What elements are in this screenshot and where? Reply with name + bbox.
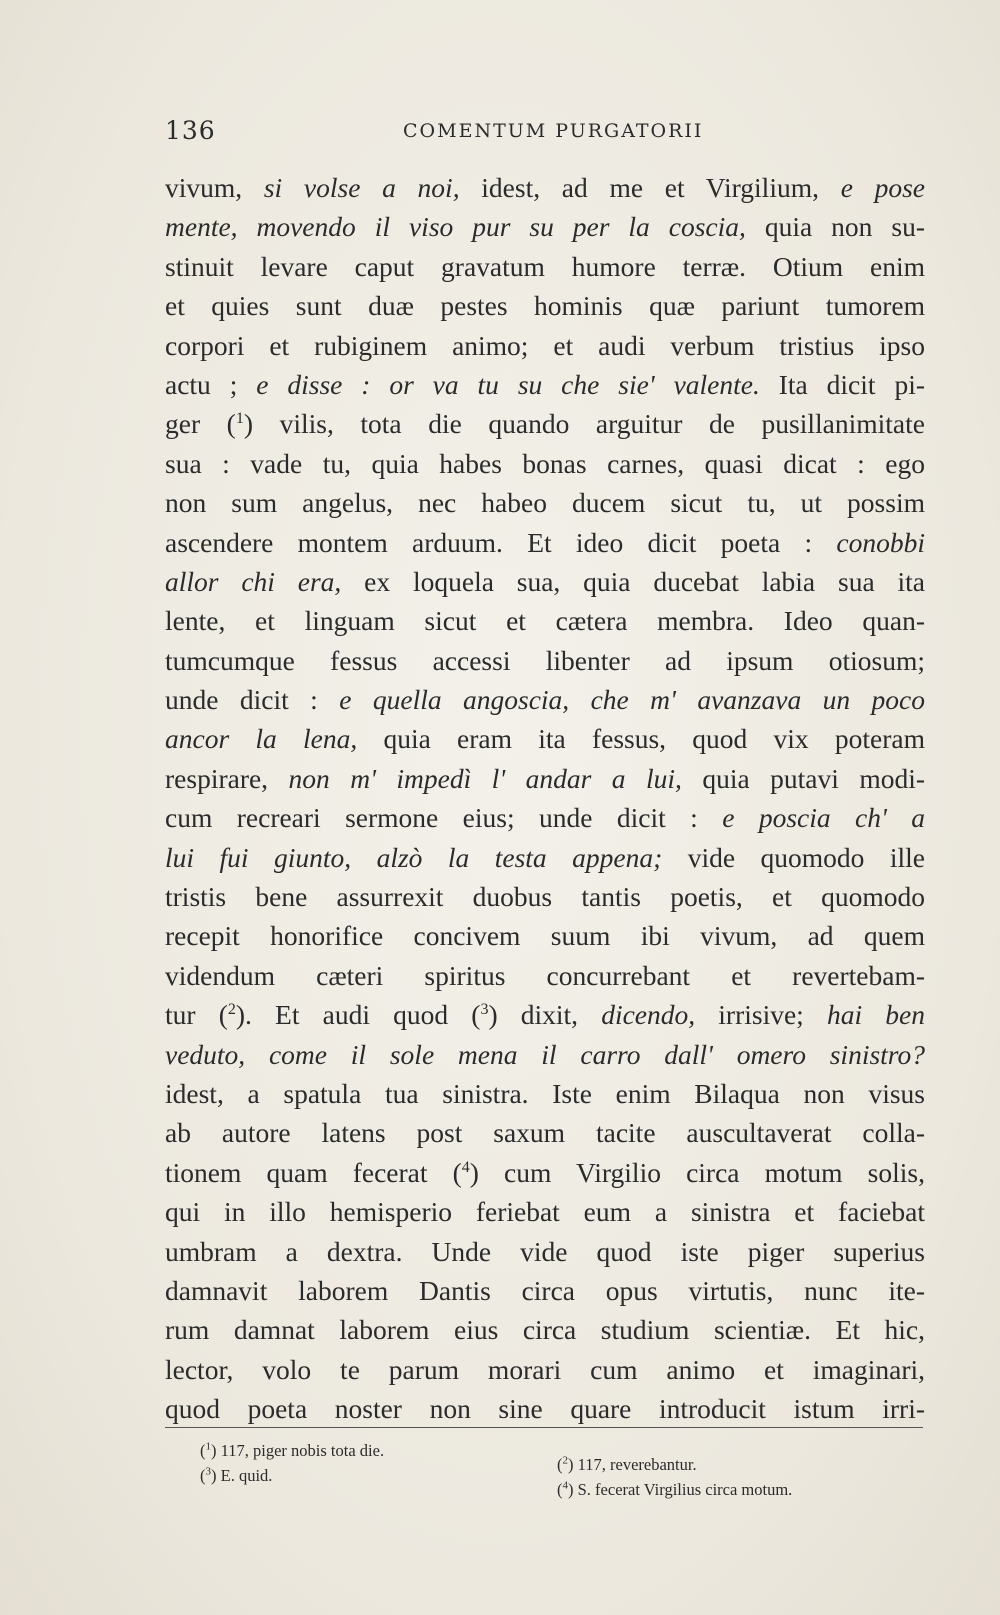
- text-line: [165, 877, 925, 916]
- text-line: [165, 1232, 925, 1271]
- text-segment: damnavit laborem Dantis circa opus virtutis, nunc ite-: [165, 1274, 925, 1306]
- text-line: [165, 562, 925, 601]
- text-segment: ab autore latens post saxum tacite auscultaverat colla-: [165, 1117, 925, 1149]
- text-segment: videndum cæteri spiritus concurrebant et revertebam-: [165, 959, 925, 991]
- text-segment: recepit honorifice concivem suum ibi vivum, ad quem: [165, 920, 925, 952]
- text-line: [165, 1113, 925, 1152]
- footnote: ($^2$) 117, reverebantur.: [557, 1454, 697, 1474]
- text-segment: e poscia ch' a: [722, 802, 926, 834]
- footnote-text: ) 117, reverebantur.: [568, 1455, 697, 1474]
- text-segment: et quies sunt duæ pestes hominis quæ pariunt tumorem: [165, 290, 925, 322]
- text-segment: cum recreari sermone eius; unde dicit :: [165, 802, 723, 834]
- text-segment: tumcumque fessus accessi libenter ad ipsum otiosum;: [165, 644, 925, 676]
- text-segment: quia non su-: [745, 211, 925, 243]
- text-line: [165, 1350, 925, 1389]
- text-line: [165, 838, 925, 877]
- text-segment: vide quomodo ille: [662, 841, 925, 873]
- text-segment: hai ben: [826, 999, 925, 1031]
- text-line: [165, 916, 925, 955]
- text-segment: ancor la lena,: [165, 723, 358, 755]
- text-line: [165, 365, 925, 404]
- text-segment: non sum angelus, nec habeo ducem sicut tu, ut possim: [165, 487, 925, 519]
- text-segment: quia eram ita fessus, quod vix poteram: [357, 723, 925, 755]
- text-segment: unde dicit :: [165, 684, 340, 716]
- text-line: [165, 798, 925, 837]
- running-title: COMENTUM PURGATORII: [403, 120, 704, 142]
- footnote-ref: 2: [227, 1001, 236, 1019]
- text-line: [165, 1192, 925, 1231]
- text-segment: dicendo,: [601, 999, 696, 1031]
- text-line: [165, 1271, 925, 1310]
- footnote-text: ) S. fecerat Virgilius circa motum.: [568, 1480, 793, 1499]
- text-line: [165, 168, 925, 207]
- text-segment: e pose: [840, 172, 925, 203]
- text-segment: ascendere montem arduum. Et ideo dicit poeta :: [165, 526, 837, 558]
- text-segment: umbram a dextra. Unde vide quod iste piger superius: [165, 1235, 925, 1267]
- text-segment: ) vilis, tota die quando arguitur de pusillanimitate: [243, 408, 925, 440]
- text-segment: corpori et rubiginem animo; et audi verbum tristius ipso: [165, 329, 925, 361]
- text-segment: allor chi era,: [165, 565, 342, 597]
- text-line: [165, 286, 925, 325]
- text-segment: ) dixit,: [488, 999, 602, 1031]
- text-segment: quia putavi modi-: [681, 762, 926, 794]
- footnote-divider: [165, 1427, 923, 1428]
- text-line: [165, 247, 925, 286]
- text-line: [165, 1153, 925, 1192]
- text-line: [165, 601, 925, 640]
- text-line: [165, 641, 925, 680]
- footnote-text: ) 117, piger nobis tota die.: [211, 1441, 385, 1460]
- footnote-mark: 3: [205, 1465, 211, 1478]
- footnote-mark: 1: [205, 1440, 211, 1453]
- footnotes-left-column: [200, 1438, 530, 1488]
- footnote-text: ) E. quid.: [211, 1466, 273, 1485]
- footnotes-right-column: [557, 1452, 937, 1502]
- text-line: [165, 326, 925, 365]
- text-segment: vivum,: [165, 172, 264, 203]
- text-segment: qui in illo hemisperio feriebat eum a sinistra et faciebat: [165, 1196, 925, 1228]
- text-segment: quod poeta noster non sine quare introducit istum irri-: [165, 1393, 925, 1425]
- text-segment: idest, ad me et Virgilium,: [459, 172, 841, 203]
- text-segment: rum damnat laborem eius circa studium scientiæ. Et hic,: [165, 1314, 925, 1346]
- text-line: [165, 1035, 925, 1074]
- text-segment: lui fui giunto, alzò la testa appena;: [165, 841, 663, 873]
- page-header: [165, 116, 925, 152]
- text-line: [165, 956, 925, 995]
- text-segment: si volse a noi,: [263, 172, 460, 203]
- text-line: [165, 404, 925, 443]
- text-segment: veduto, come il sole mena il carro dall' omero sinistro?: [165, 1038, 925, 1070]
- text-segment: tristis bene assurrexit duobus tantis poetis, et quomodo: [165, 881, 925, 913]
- text-segment: stinuit levare caput gravatum humore terræ. Otium enim: [165, 250, 925, 282]
- page-number: 136: [165, 116, 216, 145]
- text-segment: irrisive;: [695, 999, 827, 1031]
- text-segment: lente, et linguam sicut et cætera membra. Ideo quan-: [165, 605, 925, 637]
- text-segment: idest, a spatula tua sinistra. Iste enim Bilaqua non visus: [165, 1077, 925, 1109]
- text-segment: lector, volo te parum morari cum animo et imaginari,: [165, 1353, 925, 1385]
- text-segment: conobbi: [836, 526, 925, 558]
- footnote: ($^4$) S. fecerat Virgilius circa motum.: [557, 1479, 793, 1499]
- text-segment: Ita dicit pi-: [759, 368, 925, 400]
- text-line: [165, 719, 925, 758]
- text-segment: e disse : or va tu su che sie' valente.: [256, 368, 760, 400]
- text-line: [165, 680, 925, 719]
- footnote-ref: 4: [461, 1158, 470, 1176]
- text-segment: non m' impedì l' andar a lui,: [288, 762, 682, 794]
- text-line: [165, 1074, 925, 1113]
- text-segment: ). Et audi quod (: [235, 999, 481, 1031]
- footnote-mark: 4: [562, 1479, 568, 1492]
- text-segment: tionem quam fecerat (: [165, 1156, 462, 1188]
- text-segment: mente, movendo il viso pur su per la coscia,: [165, 211, 746, 243]
- footnote-ref: 1: [235, 410, 244, 428]
- text-line: [165, 1310, 925, 1349]
- text-segment: actu ;: [165, 368, 257, 400]
- text-line: [165, 995, 925, 1034]
- footnote-ref: 3: [480, 1001, 489, 1019]
- body-text: [165, 168, 925, 1429]
- text-segment: ex loquela sua, quia ducebat labia sua ita: [341, 565, 925, 597]
- footnote-mark: 2: [562, 1454, 568, 1467]
- text-segment: e quella angoscia, che m' avanzava un poco: [339, 684, 925, 716]
- text-line: [165, 483, 925, 522]
- text-line: [165, 523, 925, 562]
- text-segment: sua : vade tu, quia habes bonas carnes, quasi dicat : ego: [165, 447, 925, 479]
- text-segment: ) cum Virgilio circa motum solis,: [469, 1156, 925, 1188]
- footnote: ($^3$) E. quid.: [200, 1465, 273, 1485]
- footnote: ($^1$) 117, piger nobis tota die.: [200, 1440, 385, 1460]
- text-line: [165, 759, 925, 798]
- text-line: [165, 1389, 925, 1428]
- text-segment: respirare,: [165, 762, 289, 794]
- text-line: [165, 444, 925, 483]
- text-segment: tur (: [165, 999, 228, 1031]
- text-line: [165, 207, 925, 246]
- text-segment: ger (: [165, 408, 236, 440]
